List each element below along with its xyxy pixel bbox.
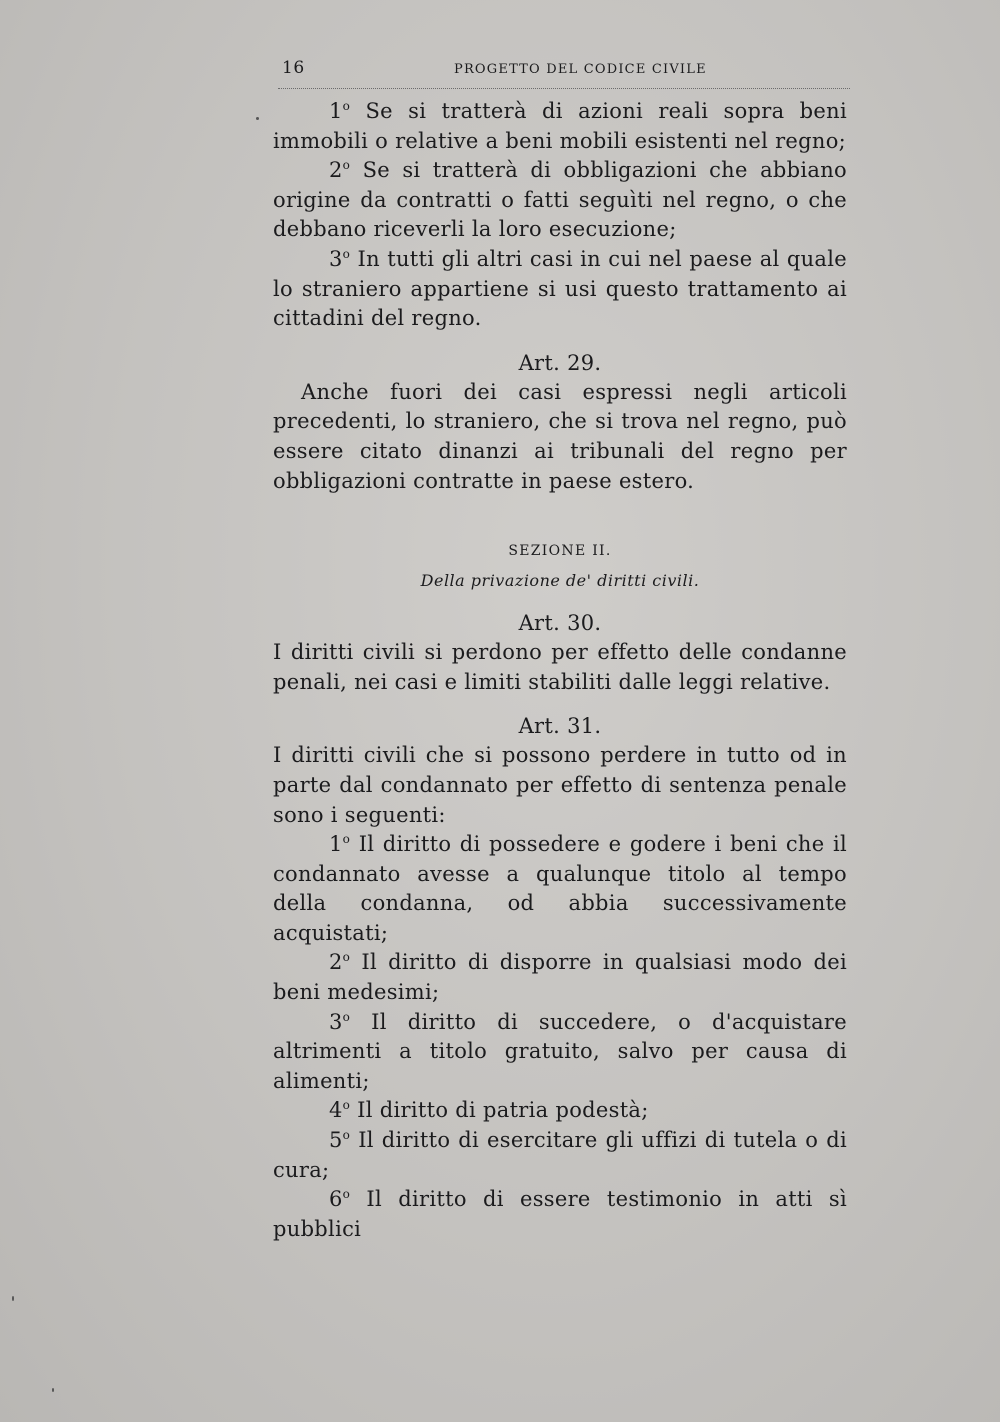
section-title: Della privazione de' diritti civili. bbox=[420, 571, 700, 591]
ordinal-mark: o bbox=[342, 1098, 351, 1113]
article-text: I diritti civili che si possono perdere in tutto od in parte dal condannato per effetto di sentenza penale sono i seguenti: bbox=[273, 743, 847, 827]
item-number: 2 bbox=[329, 950, 343, 975]
ordinal-mark: o bbox=[342, 158, 351, 173]
list-item bbox=[273, 245, 847, 334]
item-number: 3 bbox=[329, 1009, 343, 1034]
page-body bbox=[273, 97, 847, 1244]
paper-speck bbox=[52, 1388, 54, 1392]
article-heading: Art. 29. bbox=[518, 350, 602, 375]
list-item bbox=[273, 1096, 847, 1126]
item-text: Il diritto di esercitare gli uffizi di tutela o di cura; bbox=[273, 1128, 847, 1182]
item-number: 1 bbox=[329, 832, 343, 857]
paper-speck bbox=[12, 1296, 14, 1301]
ordinal-mark: o bbox=[342, 99, 351, 113]
list-item bbox=[273, 948, 847, 1007]
list-item bbox=[273, 1185, 847, 1244]
article-heading: Art. 30. bbox=[518, 611, 602, 636]
list-item bbox=[273, 97, 847, 156]
list-item bbox=[273, 1126, 847, 1185]
item-text: Il diritto di disporre in qualsiasi modo dei beni medesimi; bbox=[273, 950, 847, 1005]
item-number: 2 bbox=[329, 158, 343, 183]
ordinal-mark: o bbox=[342, 1187, 351, 1202]
ordinal-mark: o bbox=[342, 832, 351, 847]
list-item bbox=[273, 156, 847, 245]
item-text: In tutti gli altri casi in cui nel paese al quale lo straniero appartiene si usi questo trattamento ai cittadini del regno. bbox=[273, 246, 847, 331]
article-heading: Art. 31. bbox=[518, 714, 602, 739]
article-text: Anche fuori dei casi espressi negli articoli precedenti, lo straniero, che si trova nel regno, può essere citato dinanzi ai tribunali del regno per obbligazioni contratte in paese estero. bbox=[273, 379, 847, 493]
item-text: Se si tratterà di azioni reali sopra beni immobili o relative a beni mobili esistenti nel regno; bbox=[273, 99, 847, 153]
item-text: Il diritto di patria podestà; bbox=[350, 1098, 649, 1123]
item-text: Il diritto di essere testimonio in atti sì pubblici bbox=[273, 1187, 847, 1241]
item-number: 6 bbox=[329, 1187, 343, 1212]
ordinal-mark: o bbox=[342, 950, 351, 965]
page-number: 16 bbox=[282, 58, 305, 78]
ordinal-mark: o bbox=[342, 1009, 351, 1024]
item-number: 3 bbox=[329, 246, 343, 271]
list-item bbox=[273, 830, 847, 948]
section-label: SEZIONE II. bbox=[508, 543, 612, 560]
article-text: I diritti civili si perdono per effetto delle condanne penali, nei casi e limiti stabiliti dalle leggi relative. bbox=[273, 640, 847, 694]
ordinal-mark: o bbox=[342, 246, 351, 261]
running-head: PROGETTO DEL CODICE CIVILE bbox=[454, 62, 707, 77]
item-text: Il diritto di succedere, o d'acquistare altrimenti a titolo gratuito, salvo per causa di alimenti; bbox=[273, 1009, 847, 1093]
ordinal-mark: o bbox=[342, 1128, 351, 1143]
page-header bbox=[278, 56, 850, 89]
item-number: 5 bbox=[329, 1128, 343, 1153]
paper-speck bbox=[256, 117, 259, 120]
item-number: 4 bbox=[329, 1098, 343, 1123]
item-number: 1 bbox=[329, 99, 343, 123]
item-text: Se si tratterà di obbligazioni che abbiano origine da contratti o fatti seguìti nel regno, o che debbano riceverli la loro esecuzione; bbox=[273, 158, 847, 242]
item-text: Il diritto di possedere e godere i beni che il condannato avesse a qualunque titolo al tempo della condanna, od abbia successivamente acquistati; bbox=[273, 832, 847, 945]
list-item bbox=[273, 1008, 847, 1097]
